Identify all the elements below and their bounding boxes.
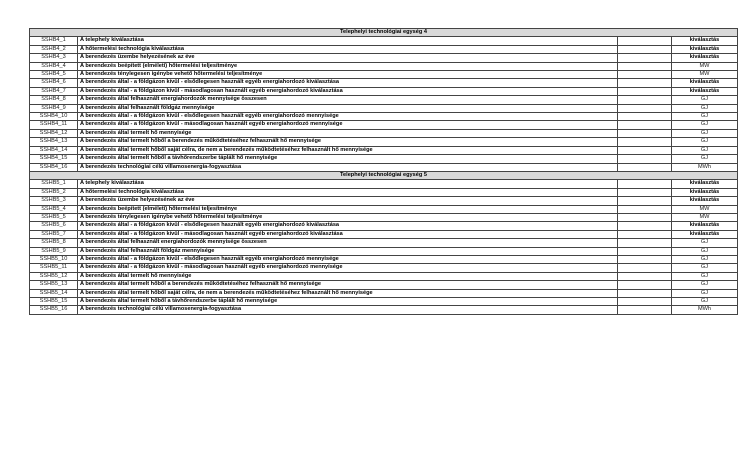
table-row [30, 79, 738, 87]
table-row [30, 197, 738, 205]
row-code-cell[interactable]: SSHB5_7 [30, 230, 78, 238]
row-code-cell[interactable]: SSHB5_12 [30, 272, 78, 280]
row-code-cell[interactable]: SSHB4_9 [30, 104, 78, 112]
row-code-cell[interactable]: SSHB4_6 [30, 79, 78, 87]
row-unit-cell[interactable]: GJ [672, 289, 738, 297]
row-value-cell[interactable] [618, 213, 672, 221]
row-value-cell[interactable] [618, 205, 672, 213]
section-title[interactable]: Telephelyi technológiai egység 5 [30, 171, 738, 179]
row-unit-cell[interactable]: kiválasztás [672, 188, 738, 196]
row-value-cell[interactable] [618, 146, 672, 154]
table-row [30, 281, 738, 289]
row-value-cell[interactable] [618, 54, 672, 62]
table-row [30, 62, 738, 70]
row-description-cell[interactable]: A berendezés beépített (elméleti) hőtermelési teljesítménye [78, 205, 618, 213]
row-description-cell[interactable]: A telephely kiválasztása [78, 180, 618, 188]
row-description-cell[interactable]: A berendezés által - a földgázon kívül - elsődlegesen használt egyéb energiahordozó mennyisége [78, 113, 618, 121]
row-value-cell[interactable] [618, 180, 672, 188]
row-value-cell[interactable] [618, 255, 672, 263]
row-description-cell[interactable]: A berendezés által termelt hőből a távhőrendszerbe táplált hő mennyisége [78, 298, 618, 306]
row-unit-cell[interactable]: kiválasztás [672, 79, 738, 87]
row-description-cell[interactable]: A berendezés által felhasznált energiahordozók mennyisége összesen [78, 239, 618, 247]
table-row [30, 121, 738, 129]
row-unit-cell[interactable]: GJ [672, 255, 738, 263]
row-description-cell[interactable]: A berendezés által felhasznált energiahordozók mennyisége összesen [78, 96, 618, 104]
table-row [30, 129, 738, 137]
row-value-cell[interactable] [618, 163, 672, 171]
table-row [30, 289, 738, 297]
table-row [30, 138, 738, 146]
table-row [30, 239, 738, 247]
row-unit-cell[interactable]: kiválasztás [672, 87, 738, 95]
table-row [30, 264, 738, 272]
row-unit-cell[interactable]: kiválasztás [672, 54, 738, 62]
row-description-cell[interactable]: A berendezés által termelt hőből a berendezés működtetéséhez felhasznált hő mennyisége [78, 138, 618, 146]
row-unit-cell[interactable]: GJ [672, 96, 738, 104]
table-row [30, 213, 738, 221]
row-description-cell[interactable]: A hőtermelési technológia kiválasztása [78, 45, 618, 53]
row-code-cell[interactable]: SSHB5_14 [30, 289, 78, 297]
row-code-cell[interactable]: SSHB4_10 [30, 113, 78, 121]
row-code-cell[interactable]: SSHB5_13 [30, 281, 78, 289]
table-row [30, 306, 738, 314]
row-unit-cell[interactable]: GJ [672, 146, 738, 154]
row-code-cell[interactable]: SSHB4_4 [30, 62, 78, 70]
row-unit-cell[interactable]: GJ [672, 138, 738, 146]
row-unit-cell[interactable]: MW [672, 205, 738, 213]
row-unit-cell[interactable]: MWh [672, 306, 738, 314]
row-unit-cell[interactable]: GJ [672, 113, 738, 121]
section-header [30, 29, 738, 37]
row-description-cell[interactable]: A berendezés által - a földgázon kívül - elsődlegesen használt egyéb energiahordozó kiválasztása [78, 222, 618, 230]
table-row [30, 155, 738, 163]
row-value-cell[interactable] [618, 289, 672, 297]
row-code-cell[interactable]: SSHB4_16 [30, 163, 78, 171]
row-unit-cell[interactable]: GJ [672, 121, 738, 129]
row-value-cell[interactable] [618, 129, 672, 137]
row-value-cell[interactable] [618, 281, 672, 289]
row-value-cell[interactable] [618, 298, 672, 306]
table-row [30, 113, 738, 121]
table-row [30, 205, 738, 213]
row-unit-cell[interactable]: MW [672, 213, 738, 221]
row-description-cell[interactable]: A berendezés üzembe helyezésének az éve [78, 197, 618, 205]
row-unit-cell[interactable]: kiválasztás [672, 222, 738, 230]
row-code-cell[interactable]: SSHB4_12 [30, 129, 78, 137]
section-title[interactable]: Telephelyi technológiai egység 4 [30, 29, 738, 37]
row-description-cell[interactable]: A berendezés beépített (elméleti) hőtermelési teljesítménye [78, 62, 618, 70]
row-value-cell[interactable] [618, 96, 672, 104]
row-value-cell[interactable] [618, 71, 672, 79]
row-description-cell[interactable]: A berendezés által termelt hőből a távhőrendszerbe táplált hő mennyisége [78, 155, 618, 163]
row-code-cell[interactable]: SSHB4_8 [30, 96, 78, 104]
row-description-cell[interactable]: A berendezés technológiai célú villamosenergia-fogyasztása [78, 306, 618, 314]
row-description-cell[interactable]: A telephely kiválasztása [78, 37, 618, 45]
row-code-cell[interactable]: SSHB4_15 [30, 155, 78, 163]
row-value-cell[interactable] [618, 113, 672, 121]
row-code-cell[interactable]: SSHB5_8 [30, 239, 78, 247]
row-description-cell[interactable]: A berendezés ténylegesen igénybe vehető hőtermelési teljesítménye [78, 213, 618, 221]
row-description-cell[interactable]: A berendezés által termelt hőből saját célra, de nem a berendezés működtetéséhez felhasznált hő mennyisége [78, 146, 618, 154]
row-code-cell[interactable]: SSHB5_2 [30, 188, 78, 196]
data-table [29, 28, 738, 315]
row-code-cell[interactable]: SSHB5_11 [30, 264, 78, 272]
table-row [30, 163, 738, 171]
row-value-cell[interactable] [618, 272, 672, 280]
row-value-cell[interactable] [618, 247, 672, 255]
row-code-cell[interactable]: SSHB5_6 [30, 222, 78, 230]
table-row [30, 298, 738, 306]
row-value-cell[interactable] [618, 188, 672, 196]
row-description-cell[interactable]: A berendezés által - a földgázon kívül - másodlagosan használt egyéb energiahordozó mennyisége [78, 121, 618, 129]
row-description-cell[interactable]: A berendezés által - a földgázon kívül - másodlagosan használt egyéb energiahordozó mennyisége [78, 264, 618, 272]
row-description-cell[interactable]: A berendezés üzembe helyezésének az éve [78, 54, 618, 62]
table-row [30, 230, 738, 238]
table-row [30, 222, 738, 230]
row-unit-cell[interactable]: kiválasztás [672, 197, 738, 205]
row-description-cell[interactable]: A berendezés ténylegesen igénybe vehető hőtermelési teljesítménye [78, 71, 618, 79]
row-value-cell[interactable] [618, 37, 672, 45]
row-code-cell[interactable]: SSHB4_1 [30, 37, 78, 45]
row-value-cell[interactable] [618, 138, 672, 146]
row-unit-cell[interactable]: GJ [672, 281, 738, 289]
table-row [30, 45, 738, 53]
row-unit-cell[interactable]: GJ [672, 129, 738, 137]
table-row [30, 37, 738, 45]
row-value-cell[interactable] [618, 239, 672, 247]
row-code-cell[interactable]: SSHB4_2 [30, 45, 78, 53]
row-code-cell[interactable]: SSHB4_3 [30, 54, 78, 62]
row-value-cell[interactable] [618, 197, 672, 205]
row-unit-cell[interactable]: GJ [672, 239, 738, 247]
row-value-cell[interactable] [618, 264, 672, 272]
row-description-cell[interactable]: A berendezés által termelt hő mennyisége [78, 129, 618, 137]
table-row [30, 71, 738, 79]
table-body [30, 29, 738, 315]
row-unit-cell[interactable]: GJ [672, 272, 738, 280]
row-unit-cell[interactable]: kiválasztás [672, 37, 738, 45]
row-code-cell[interactable]: SSHB5_15 [30, 298, 78, 306]
row-code-cell[interactable]: SSHB4_11 [30, 121, 78, 129]
table-row [30, 87, 738, 95]
row-code-cell[interactable]: SSHB4_7 [30, 87, 78, 95]
table-row [30, 54, 738, 62]
row-code-cell[interactable]: SSHB5_16 [30, 306, 78, 314]
table-row [30, 96, 738, 104]
row-value-cell[interactable] [618, 45, 672, 53]
row-description-cell[interactable]: A berendezés technológiai célú villamosenergia-fogyasztása [78, 163, 618, 171]
row-unit-cell[interactable]: MW [672, 62, 738, 70]
section-header [30, 171, 738, 179]
row-value-cell[interactable] [618, 87, 672, 95]
row-unit-cell[interactable]: MW [672, 71, 738, 79]
table-row [30, 247, 738, 255]
row-code-cell[interactable]: SSHB5_9 [30, 247, 78, 255]
row-code-cell[interactable]: SSHB5_3 [30, 197, 78, 205]
row-description-cell[interactable]: A berendezés által termelt hőből a berendezés működtetéséhez felhasznált hő mennyisége [78, 281, 618, 289]
row-unit-cell[interactable]: kiválasztás [672, 230, 738, 238]
row-unit-cell[interactable]: GJ [672, 247, 738, 255]
row-code-cell[interactable]: SSHB5_10 [30, 255, 78, 263]
row-value-cell[interactable] [618, 104, 672, 112]
row-description-cell[interactable]: A berendezés által - a földgázon kívül - elsődlegesen használt egyéb energiahordozó mennyisége [78, 255, 618, 263]
row-code-cell[interactable]: SSHB5_5 [30, 213, 78, 221]
row-unit-cell[interactable]: MWh [672, 163, 738, 171]
row-description-cell[interactable]: A berendezés által - a földgázon kívül - másodlagosan használt egyéb energiahordozó kiválasztása [78, 87, 618, 95]
row-description-cell[interactable]: A berendezés által termelt hőből saját célra, de nem a berendezés működtetéséhez felhasznált hő mennyisége [78, 289, 618, 297]
table-row [30, 104, 738, 112]
row-value-cell[interactable] [618, 121, 672, 129]
row-unit-cell[interactable]: GJ [672, 264, 738, 272]
row-unit-cell[interactable]: kiválasztás [672, 45, 738, 53]
table-row [30, 255, 738, 263]
row-description-cell[interactable]: A hőtermelési technológia kiválasztása [78, 188, 618, 196]
row-unit-cell[interactable]: GJ [672, 104, 738, 112]
row-code-cell[interactable]: SSHB4_5 [30, 71, 78, 79]
row-description-cell[interactable]: A berendezés által felhasznált földgáz mennyisége [78, 104, 618, 112]
row-value-cell[interactable] [618, 230, 672, 238]
row-description-cell[interactable]: A berendezés által - a földgázon kívül - elsődlegesen használt egyéb energiahordozó kiválasztása [78, 79, 618, 87]
row-code-cell[interactable]: SSHB4_14 [30, 146, 78, 154]
row-value-cell[interactable] [618, 79, 672, 87]
row-description-cell[interactable]: A berendezés által felhasznált földgáz mennyisége [78, 247, 618, 255]
row-code-cell[interactable]: SSHB4_13 [30, 138, 78, 146]
table-row [30, 188, 738, 196]
table-row [30, 272, 738, 280]
row-value-cell[interactable] [618, 306, 672, 314]
table-row [30, 146, 738, 154]
row-unit-cell[interactable]: GJ [672, 155, 738, 163]
row-value-cell[interactable] [618, 62, 672, 70]
row-unit-cell[interactable]: kiválasztás [672, 180, 738, 188]
spreadsheet [29, 28, 737, 315]
row-value-cell[interactable] [618, 155, 672, 163]
row-description-cell[interactable]: A berendezés által - a földgázon kívül - másodlagosan használt egyéb energiahordozó kiválasztása [78, 230, 618, 238]
row-unit-cell[interactable]: GJ [672, 298, 738, 306]
row-code-cell[interactable]: SSHB5_1 [30, 180, 78, 188]
row-description-cell[interactable]: A berendezés által termelt hő mennyisége [78, 272, 618, 280]
table-row [30, 180, 738, 188]
row-code-cell[interactable]: SSHB5_4 [30, 205, 78, 213]
row-value-cell[interactable] [618, 222, 672, 230]
